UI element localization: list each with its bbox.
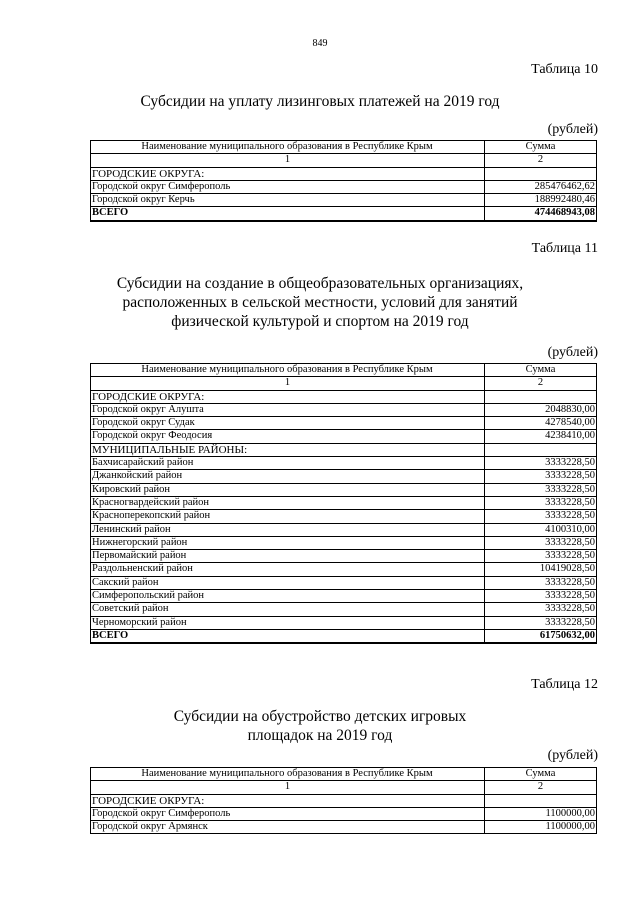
- table-row: [91, 180, 597, 193]
- col-number: 1: [91, 154, 485, 167]
- row-amount: 4278540,00: [485, 417, 597, 430]
- row-name: Городской округ Алушта: [91, 403, 485, 416]
- row-amount: 3333228,50: [485, 550, 597, 563]
- row-name: Городской округ Феодосия: [91, 430, 485, 443]
- col-header-name: Наименование муниципального образования в Республике Крым: [91, 364, 485, 377]
- row-name: МУНИЦИПАЛЬНЫЕ РАЙОНЫ:: [91, 443, 485, 456]
- table-row: [91, 576, 597, 589]
- row-name: Сакский район: [91, 576, 485, 589]
- page-number: 849: [312, 38, 328, 49]
- table-header-row: [91, 768, 597, 781]
- row-amount: 188992480,46: [485, 194, 597, 207]
- row-name: Черноморский район: [91, 616, 485, 629]
- table-row: [91, 430, 597, 443]
- row-name: Раздольненский район: [91, 563, 485, 576]
- row-name: Городской округ Симферополь: [91, 807, 485, 820]
- row-name: Симферопольский район: [91, 590, 485, 603]
- table-row: [91, 616, 597, 629]
- row-amount: 4238410,00: [485, 430, 597, 443]
- table-10-label: Таблица 10: [531, 62, 598, 77]
- section-row: [91, 390, 597, 403]
- row-amount: [485, 167, 597, 180]
- row-amount: 3333228,50: [485, 483, 597, 496]
- row-amount: 285476462,62: [485, 180, 597, 193]
- table-row: [91, 496, 597, 509]
- table-row: [91, 403, 597, 416]
- row-name: ГОРОДСКИЕ ОКРУГА:: [91, 167, 485, 180]
- row-amount: [485, 443, 597, 456]
- section-row: [91, 167, 597, 180]
- row-name: Городской округ Армянск: [91, 821, 485, 834]
- table-row: [91, 550, 597, 563]
- row-amount: 1100000,00: [485, 821, 597, 834]
- row-amount: 474468943,08: [485, 207, 597, 221]
- table-11-title: [60, 274, 580, 331]
- row-name: Красногвардейский район: [91, 496, 485, 509]
- title-line: Субсидии на уплату лизинговых платежей на 2019 год: [140, 93, 500, 110]
- row-amount: [485, 794, 597, 807]
- table-header-row: [91, 141, 597, 154]
- table-colnum-row: [91, 154, 597, 167]
- title-line: физической культурой и спортом на 2019 год: [171, 313, 469, 330]
- col-number: 2: [485, 154, 597, 167]
- row-amount: 4100310,00: [485, 523, 597, 536]
- col-header-amount: Сумма: [485, 141, 597, 154]
- row-amount: 1100000,00: [485, 807, 597, 820]
- table-10: [90, 140, 597, 222]
- table-row: [91, 457, 597, 470]
- row-name: Джанкойский район: [91, 470, 485, 483]
- table-row: [91, 536, 597, 549]
- col-number: 2: [485, 781, 597, 794]
- table-row: [91, 470, 597, 483]
- table-12-label: Таблица 12: [531, 677, 598, 692]
- row-name: Нижнегорский район: [91, 536, 485, 549]
- row-amount: 3333228,50: [485, 590, 597, 603]
- table-row: [91, 807, 597, 820]
- table-11: [90, 363, 597, 644]
- row-name: ВСЕГО: [91, 629, 485, 643]
- col-number: 1: [91, 781, 485, 794]
- row-amount: 3333228,50: [485, 616, 597, 629]
- table-10-title: [60, 92, 580, 111]
- table-row: [91, 483, 597, 496]
- row-amount: [485, 390, 597, 403]
- table-row: [91, 194, 597, 207]
- section-row: [91, 794, 597, 807]
- table-12-units: (рублей): [547, 748, 598, 763]
- col-header-name: Наименование муниципального образования в Республике Крым: [91, 141, 485, 154]
- table-row: [91, 510, 597, 523]
- table-row: [91, 417, 597, 430]
- table-10-units: (рублей): [547, 122, 598, 137]
- title-line: Субсидии на обустройство детских игровых: [173, 708, 467, 725]
- table-11-label: Таблица 11: [531, 241, 598, 256]
- total-row: [91, 629, 597, 643]
- table-colnum-row: [91, 781, 597, 794]
- table-12: [90, 767, 597, 834]
- row-amount: 61750632,00: [485, 629, 597, 643]
- row-amount: 3333228,50: [485, 457, 597, 470]
- row-name: Бахчисарайский район: [91, 457, 485, 470]
- col-number: 2: [485, 377, 597, 390]
- row-name: Первомайский район: [91, 550, 485, 563]
- table-11-units: (рублей): [547, 345, 598, 360]
- row-name: Городской округ Симферополь: [91, 180, 485, 193]
- row-name: ГОРОДСКИЕ ОКРУГА:: [91, 794, 485, 807]
- col-header-amount: Сумма: [485, 768, 597, 781]
- title-line: площадок на 2019 год: [247, 727, 393, 744]
- title-line: расположенных в сельской местности, условий для занятий: [122, 294, 518, 311]
- section-row: [91, 443, 597, 456]
- row-amount: 3333228,50: [485, 510, 597, 523]
- col-header-amount: Сумма: [485, 364, 597, 377]
- table-header-row: [91, 364, 597, 377]
- col-header-name: Наименование муниципального образования в Республике Крым: [91, 768, 485, 781]
- table-row: [91, 603, 597, 616]
- row-amount: 3333228,50: [485, 603, 597, 616]
- row-amount: 3333228,50: [485, 496, 597, 509]
- title-line: Субсидии на создание в общеобразовательных организациях,: [116, 275, 524, 292]
- total-row: [91, 207, 597, 221]
- row-name: ГОРОДСКИЕ ОКРУГА:: [91, 390, 485, 403]
- table-row: [91, 821, 597, 834]
- row-name: ВСЕГО: [91, 207, 485, 221]
- row-amount: 2048830,00: [485, 403, 597, 416]
- row-name: Городской округ Керчь: [91, 194, 485, 207]
- table-row: [91, 590, 597, 603]
- row-name: Городской округ Судак: [91, 417, 485, 430]
- table-12-title: [60, 707, 580, 745]
- row-amount: 3333228,50: [485, 470, 597, 483]
- row-name: Советский район: [91, 603, 485, 616]
- table-colnum-row: [91, 377, 597, 390]
- table-row: [91, 563, 597, 576]
- row-amount: 3333228,50: [485, 576, 597, 589]
- row-name: Ленинский район: [91, 523, 485, 536]
- row-amount: 10419028,50: [485, 563, 597, 576]
- row-name: Красноперекопский район: [91, 510, 485, 523]
- col-number: 1: [91, 377, 485, 390]
- row-amount: 3333228,50: [485, 536, 597, 549]
- row-name: Кировский район: [91, 483, 485, 496]
- table-row: [91, 523, 597, 536]
